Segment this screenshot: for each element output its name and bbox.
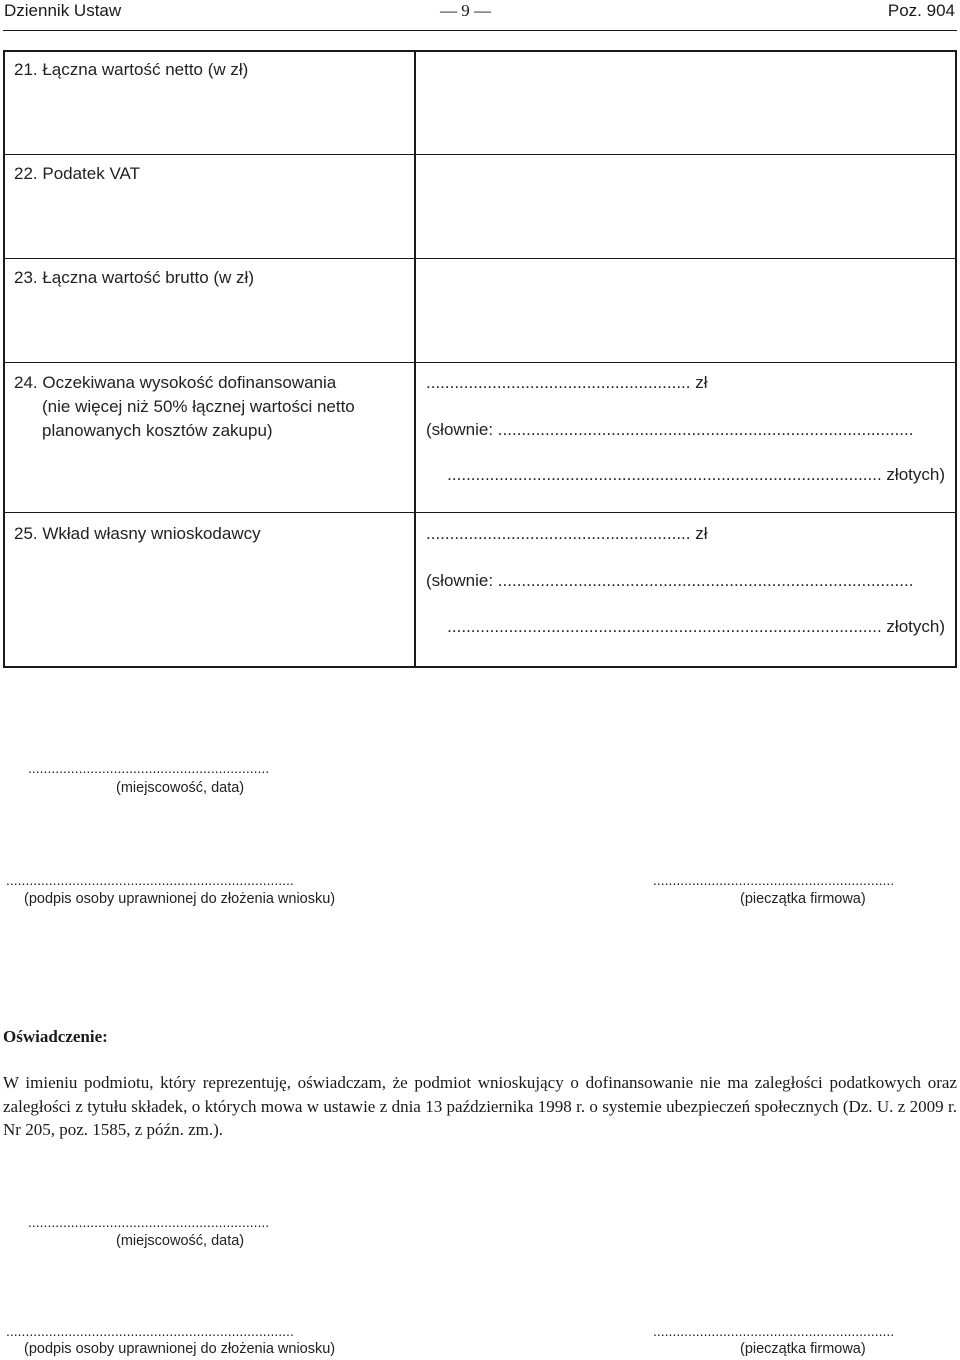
- page-number: — 9 —: [440, 1, 491, 20]
- position-number: Poz. 904: [887, 1, 955, 20]
- row-divider: [3, 362, 957, 363]
- stamp-line[interactable]: ..............................................................: [653, 1323, 895, 1339]
- stamp-line[interactable]: ..............................................................: [653, 872, 895, 888]
- signature-line[interactable]: ..........................................................................: [6, 1323, 294, 1339]
- declaration-text: W imieniu podmiotu, który reprezentuję, oświadczam, że podmiot wnioskujący o dofinansowanie nie ma zaległości podatkowych oraz zaległości z tytułu składek, o których mowa w ustawie z dnia 13 października 1998 r. o systemie ubezpieczeń społecznych (Dz. U. z 2009 r. Nr 205, poz. 1585, z późn. zm.).: [3, 1073, 957, 1139]
- signature-caption: (podpis osoby uprawnionej do złożenia wniosku): [24, 1341, 336, 1357]
- row-24-label-line2: (nie więcej niż 50% łącznej wartości netto: [42, 397, 355, 416]
- header-rule: [3, 30, 957, 31]
- place-date-line[interactable]: ..............................................................: [28, 760, 270, 776]
- row-divider: [3, 512, 957, 513]
- stamp-caption: (pieczątka firmowa): [740, 891, 866, 907]
- row-25-words-field[interactable]: (słownie: ........................................................................................: [426, 571, 914, 590]
- place-date-line[interactable]: ..............................................................: [28, 1214, 270, 1230]
- row-25-amount-field[interactable]: ........................................................ zł: [426, 524, 708, 543]
- row-25-label: 25. Wkład własny wnioskodawcy: [14, 524, 261, 543]
- row-22-label: 22. Podatek VAT: [14, 164, 140, 183]
- row-24-words-end[interactable]: ............................................................................................ złotych): [447, 465, 945, 484]
- row-23-label: 23. Łączna wartość brutto (w zł): [14, 268, 254, 287]
- row-24-words-field[interactable]: (słownie: ........................................................................................: [426, 420, 914, 439]
- declaration-title: Oświadczenie:: [3, 1027, 108, 1046]
- row-divider: [3, 258, 957, 259]
- table-column-divider: [414, 50, 416, 668]
- row-divider: [3, 154, 957, 155]
- row-24-label-line3: planowanych kosztów zakupu): [42, 421, 273, 440]
- journal-title: Dziennik Ustaw: [4, 1, 122, 20]
- place-date-caption: (miejscowość, data): [116, 780, 245, 796]
- signature-caption: (podpis osoby uprawnionej do złożenia wniosku): [24, 891, 336, 907]
- signature-line[interactable]: ..........................................................................: [6, 872, 294, 888]
- row-24-amount-field[interactable]: ........................................................ zł: [426, 373, 708, 392]
- row-24-label-line1: 24. Oczekiwana wysokość dofinansowania: [14, 373, 337, 392]
- stamp-caption: (pieczątka firmowa): [740, 1341, 866, 1357]
- place-date-caption: (miejscowość, data): [116, 1233, 245, 1249]
- row-21-label: 21. Łączna wartość netto (w zł): [14, 60, 249, 79]
- row-25-words-end[interactable]: ............................................................................................ złotych): [447, 617, 945, 636]
